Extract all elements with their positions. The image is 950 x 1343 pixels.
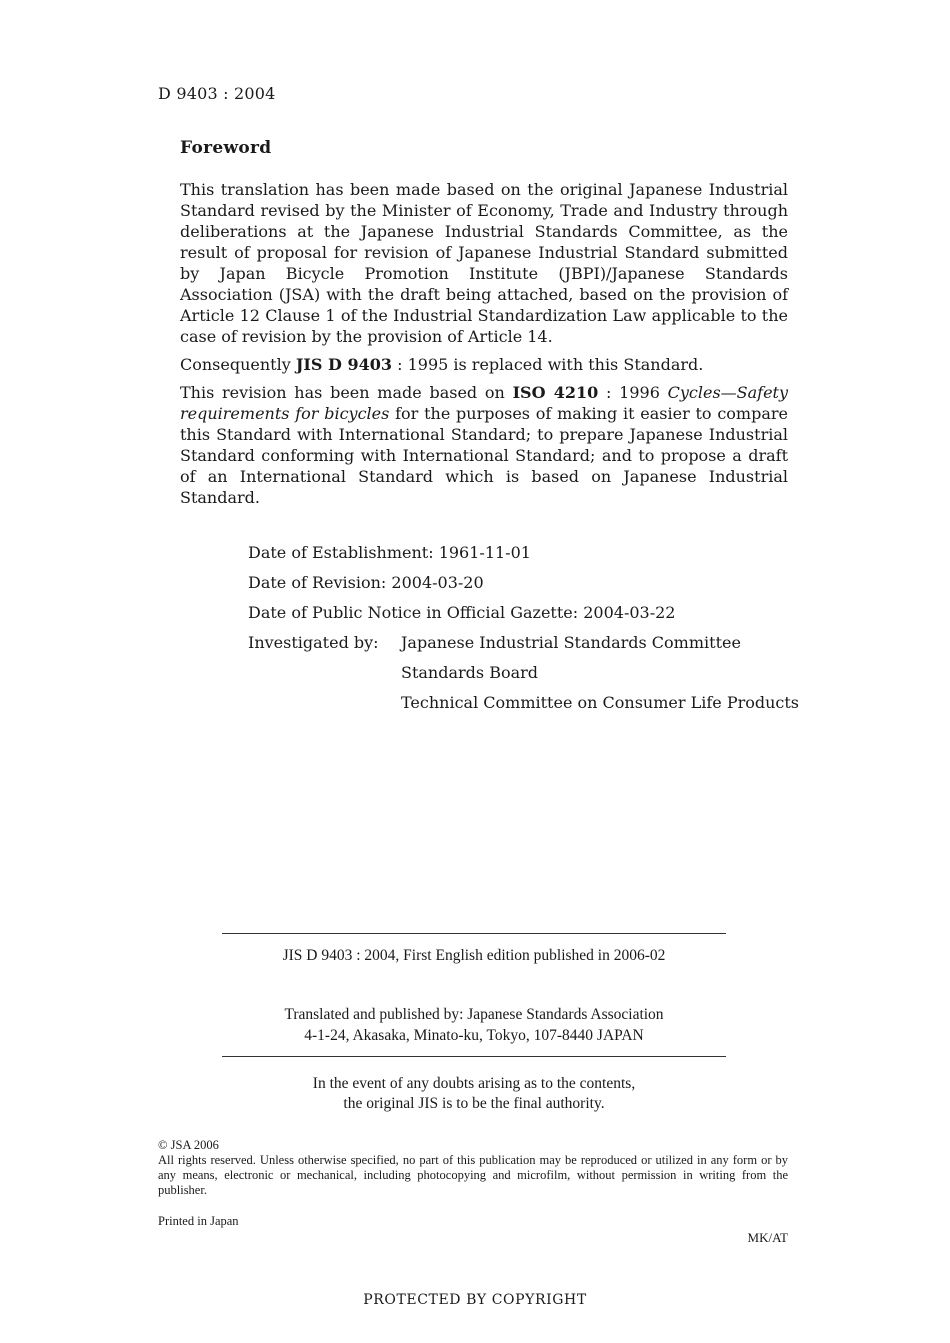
edition-line: JIS D 9403 : 2004, First English edition published in 2006-02 xyxy=(282,947,666,964)
publisher-line-2: 4-1-24, Akasaka, Minato-ku, Tokyo, 107-8440 JAPAN xyxy=(304,1027,644,1044)
rights-statement: All rights reserved. Unless otherwise specified, no part of this publication may be reproduced or utilized in any form or by any means, electronic or mechanical, including photocopying and microfilm, without permission in writing from the publisher. xyxy=(158,1153,788,1197)
paragraph-3-suffix: for the purposes of making it easier to compare this Standard with International Standard; to prepare Japanese Industrial Standard conforming with International Standard; and to propose a draft of an International Standard which is based on Japanese Industrial Standard. xyxy=(180,404,788,507)
copyright-block xyxy=(158,1138,788,1198)
foreword-paragraph-3 xyxy=(180,382,788,508)
investigated-by-row xyxy=(248,632,808,722)
foreword-paragraph-2 xyxy=(180,354,788,375)
footer-divider-bottom xyxy=(222,1056,726,1057)
paragraph-2-prefix: Consequently xyxy=(180,355,296,374)
investigator-item: Japanese Industrial Standards Committee xyxy=(401,633,741,652)
iso-standard-year: : 1996 xyxy=(598,383,668,402)
iso-standard-title: Cycles—Safety requirements for bicycles xyxy=(180,383,789,423)
foreword-title: Foreword xyxy=(180,138,272,158)
date-of-revision: Date of Revision: 2004-03-20 xyxy=(248,573,484,592)
standard-number-header: D 9403 : 2004 xyxy=(158,84,276,103)
protected-by-copyright-notice: PROTECTED BY COPYRIGHT xyxy=(363,1292,587,1308)
foreword-section xyxy=(180,138,788,515)
investigated-by-list xyxy=(401,632,808,722)
replaced-standard-ref: JIS D 9403 xyxy=(295,355,393,374)
paragraph-3-prefix: This revision has been made based on xyxy=(180,383,513,402)
foreword-paragraph-1: This translation has been made based on the original Japanese Industrial Standard revised by the Minister of Economy, Trade and Industry through deliberations at the Japanese Industrial Standards Committee, as the result of proposal for revision of Japanese Industrial Standard submitted by Japan Bicycle Promotion Institute (JBPI)/Japanese Standards Association (JSA) with the draft being attached, based on the provision of Article 12 Clause 1 of the Industrial Standardization Law applicable to the case of revision by the provision of Article 14. xyxy=(180,180,788,346)
footer-divider-top xyxy=(222,933,726,934)
iso-standard-ref: ISO 4210 xyxy=(512,383,599,402)
copyright-line: © JSA 2006 xyxy=(158,1138,219,1152)
authority-line-1: In the event of any doubts arising as to the contents, xyxy=(312,1075,636,1092)
investigated-by-label: Investigated by: xyxy=(248,633,379,652)
dates-block xyxy=(248,542,808,722)
investigator-item: Standards Board xyxy=(401,663,539,682)
date-of-establishment: Date of Establishment: 1961-11-01 xyxy=(248,543,531,562)
paragraph-2-suffix: : 1995 is replaced with this Standard. xyxy=(392,355,704,374)
date-of-public-notice: Date of Public Notice in Official Gazette: 2004-03-22 xyxy=(248,603,676,622)
publisher-code: MK/AT xyxy=(747,1230,788,1245)
authority-line-2: the original JIS is to be the final authority. xyxy=(343,1095,605,1112)
publisher-line-1: Translated and published by: Japanese Standards Association xyxy=(284,1006,664,1023)
printed-in-label: Printed in Japan xyxy=(158,1214,239,1228)
investigator-item: Technical Committee on Consumer Life Products xyxy=(401,693,800,712)
